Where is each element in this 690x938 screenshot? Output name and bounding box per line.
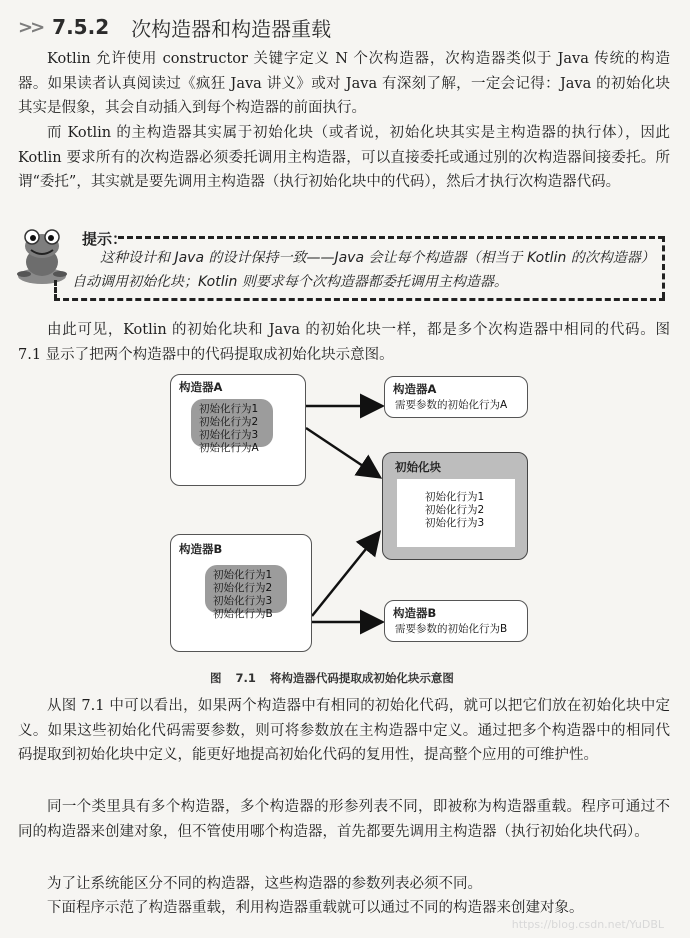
- tip-border-bottom: [54, 298, 665, 301]
- tip-text: 这种设计和 Java 的设计保持一致——Java 会让每个构造器（相当于 Kotlin 的次构造器）自动调用初始化块；Kotlin 则要求每个次构造器都委托调用主构造器。: [72, 250, 655, 290]
- result-b-title: 构造器B: [393, 606, 437, 620]
- frog-icon: [14, 226, 70, 286]
- section-title: 次构造器和构造器重载: [131, 16, 332, 41]
- section-arrows-icon: >>: [18, 16, 43, 38]
- paragraph-7: 下面程序示范了构造器重载，利用构造器重载就可以通过不同的构造器来创建对象。: [47, 900, 584, 916]
- paragraph-6: 为了让系统能区分不同的构造器，这些构造器的参数列表必须不同。: [47, 876, 482, 892]
- paragraph-1: Kotlin 允许使用 constructor 关键字定义 N 个次构造器，次构造器类似于 Java 传统的构造器。如果读者认真阅读过《疯狂 Java 讲义》或对 Java 有深刻了解，一定会记得：Java 的初始化块其实是假象，其会自动插入到每个构造器的前面执行。: [18, 51, 670, 116]
- paragraph-5: 同一个类里具有多个构造器，多个构造器的形参列表不同，即被称为构造器重载。程序可通过不同的构造器来创建对象，但不管使用哪个构造器，首先都要先调用主构造器（执行初始化块代码）。: [18, 799, 670, 840]
- section-heading: [18, 12, 331, 42]
- constructor-a-line-3: 初始化行为3: [199, 429, 259, 441]
- constructor-b-box: [170, 534, 312, 652]
- tip-box: [14, 222, 674, 306]
- constructor-b-line-3: 初始化行为3: [213, 595, 273, 607]
- result-a-text: 需要参数的初始化行为A: [395, 399, 508, 411]
- init-block-line-1: 初始化行为1: [425, 491, 485, 503]
- init-block-content: [397, 479, 515, 547]
- init-block-box: [382, 452, 528, 560]
- init-block-line-3: 初始化行为3: [425, 517, 485, 529]
- result-b-text: 需要参数的初始化行为B: [395, 623, 508, 635]
- constructor-diagram: [160, 368, 540, 664]
- figure-caption: 图 7.1 将构造器代码提取成初始化块示意图: [210, 671, 454, 685]
- section-number: 7.5.2: [52, 15, 110, 39]
- constructor-a-line-2: 初始化行为2: [199, 416, 259, 428]
- constructor-a-line-4: 初始化行为A: [199, 442, 259, 454]
- constructor-a-title: 构造器A: [179, 380, 223, 394]
- tip-border-right: [662, 236, 665, 298]
- constructor-b-line-4: 初始化行为B: [213, 608, 273, 620]
- paragraph-2: 而 Kotlin 的主构造器其实属于初始化块（或者说，初始化块其实是主构造器的执行体），因此 Kotlin 要求所有的次构造器必须委托调用主构造器，可以直接委托或通过别的次构造器间接委托。所谓“委托”，其实就是要先调用主构造器（执行初始化块中的代码），然后才执行次构造器代码。: [18, 125, 670, 190]
- init-block-line-2: 初始化行为2: [425, 504, 485, 516]
- tip-border-left: [54, 280, 57, 300]
- constructor-a-line-1: 初始化行为1: [199, 403, 259, 415]
- constructor-b-line-1: 初始化行为1: [213, 569, 273, 581]
- result-a-box: [384, 376, 528, 418]
- constructor-b-line-2: 初始化行为2: [213, 582, 273, 594]
- arrow-a-to-init-block: [306, 428, 378, 476]
- watermark: https://blog.csdn.net/YuDBL: [511, 918, 664, 931]
- tip-border-top: [118, 236, 664, 239]
- init-block-title: 初始化块: [395, 460, 441, 474]
- arrow-b-to-init-block: [312, 534, 378, 616]
- result-a-title: 构造器A: [393, 382, 437, 396]
- paragraph-4: 从图 7.1 中可以看出，如果两个构造器中有相同的初始化代码，就可以把它们放在初始化块中定义。如果这些初始化代码需要参数，则可将参数放在主构造器中定义。通过把多个构造器中的相同代码提取到初始化块中定义，能更好地提高初始化代码的复用性，提高整个应用的可维护性。: [18, 698, 670, 763]
- constructor-b-title: 构造器B: [179, 542, 223, 556]
- result-b-box: [384, 600, 528, 642]
- constructor-a-box: [170, 374, 306, 486]
- paragraph-3: 由此可见，Kotlin 的初始化块和 Java 的初始化块一样，都是多个次构造器中相同的代码。图 7.1 显示了把两个构造器中的代码提取成初始化块示意图。: [18, 322, 670, 363]
- tip-label: 提示：: [82, 230, 128, 248]
